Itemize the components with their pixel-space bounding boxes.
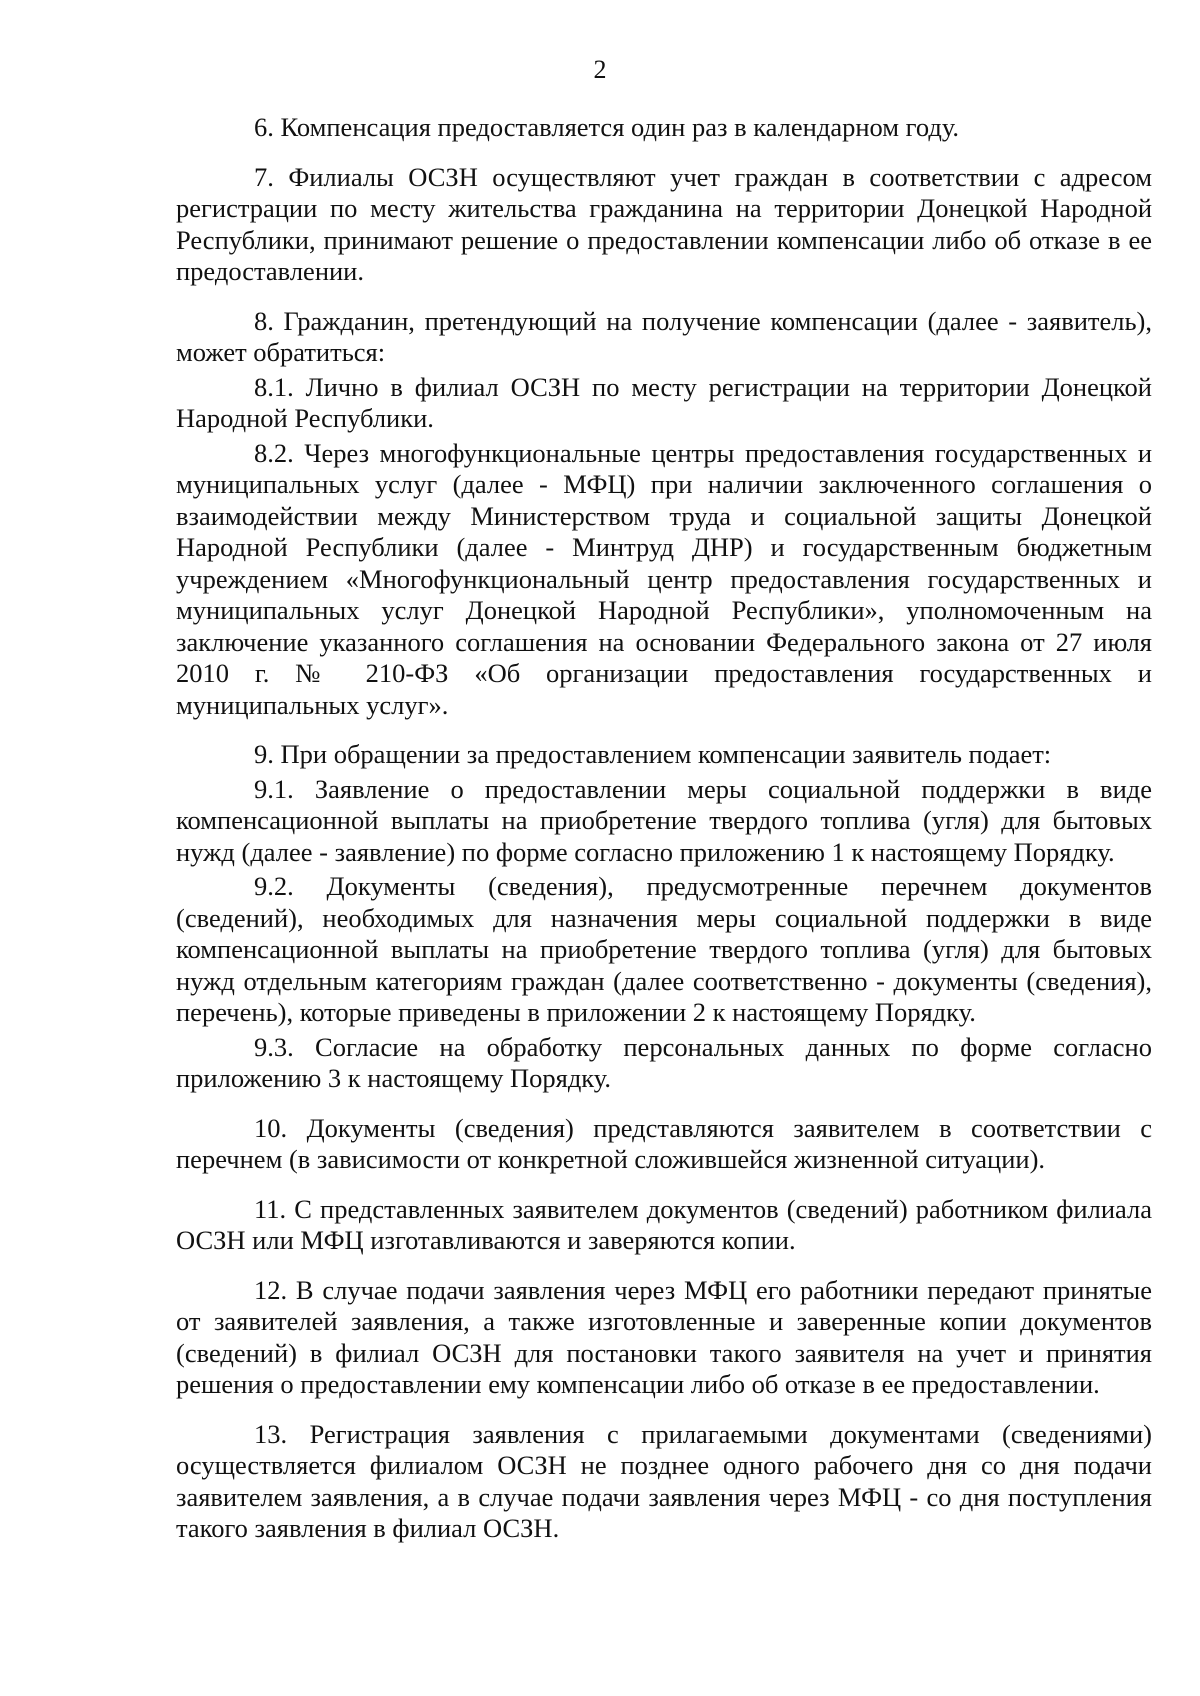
paragraph-9-2: 9.2. Документы (сведения), предусмотренные перечнем документов (сведений), необходимых для назначения меры социальной поддержки в виде компенсационной выплаты на приобретение твердого топлива (угля) для бытовых нужд отдельным категориям граждан (далее соответственно - документы (сведения), перечень), которые приведены в приложении 2 к настоящему Порядку. — [176, 871, 1152, 1027]
paragraph-8: 8. Гражданин, претендующий на получение компенсации (далее - заявитель), может обратиться: — [176, 305, 1152, 367]
page-number: 2 — [593, 55, 607, 84]
paragraph-8-1: 8.1. Лично в филиал ОСЗН по месту регистрации на территории Донецкой Народной Республики. — [176, 371, 1152, 433]
paragraph-9: 9. При обращении за предоставлением компенсации заявитель подает: — [254, 739, 1052, 769]
paragraph-6: 6. Компенсация предоставляется один раз в календарном году. — [254, 112, 960, 142]
paragraph-13: 13. Регистрация заявления с прилагаемыми документами (сведениями) осуществляется филиалом ОСЗН не позднее одного рабочего дня со дня подачи заявителем заявления, а в случае подачи заявления через МФЦ - со дня поступления такого заявления в филиал ОСЗН. — [176, 1418, 1152, 1543]
paragraph-11: 11. С представленных заявителем документов (сведений) работником филиала ОСЗН или МФЦ изготавливаются и заверяются копии. — [176, 1193, 1152, 1255]
paragraph-9-1: 9.1. Заявление о предоставлении меры социальной поддержки в виде компенсационной выплаты на приобретение твердого топлива (угля) для бытовых нужд (далее - заявление) по форме согласно приложению 1 к настоящему Порядку. — [176, 773, 1152, 867]
document-body — [176, 112, 1152, 1545]
paragraph-10: 10. Документы (сведения) представляются заявителем в соответствии с перечнем (в зависимости от конкретной сложившейся жизненной ситуации). — [176, 1112, 1152, 1174]
paragraph-7: 7. Филиалы ОСЗН осуществляют учет граждан в соответствии с адресом регистрации по месту жительства гражданина на территории Донецкой Народной Республики, принимают решение о предоставлении компенсации либо об отказе в ее предоставлении. — [176, 161, 1152, 286]
paragraph-12: 12. В случае подачи заявления через МФЦ его работники передают принятые от заявителей заявления, а также изготовленные и заверенные копии документов (сведений) в филиал ОСЗН для постановки такого заявителя на учет и принятия решения о предоставлении ему компенсации либо об отказе в ее предоставлении. — [176, 1274, 1152, 1399]
paragraph-8-2: 8.2. Через многофункциональные центры предоставления государственных и муниципальных услуг (далее - МФЦ) при наличии заключенного соглашения о взаимодействии между Министерством труда и социальной защиты Донецкой Народной Республики (далее - Минтруд ДНР) и государственным бюджетным учреждением «Многофункциональный центр предоставления государственных и муниципальных услуг Донецкой Народной Республики», уполномоченным на заключение указанного соглашения на основании Федерального закона от 27 июля 2010 г. № 210-ФЗ «Об организации предоставления государственных и муниципальных услуг». — [176, 437, 1152, 720]
paragraph-9-3: 9.3. Согласие на обработку персональных данных по форме согласно приложению 3 к настоящему Порядку. — [176, 1031, 1152, 1093]
